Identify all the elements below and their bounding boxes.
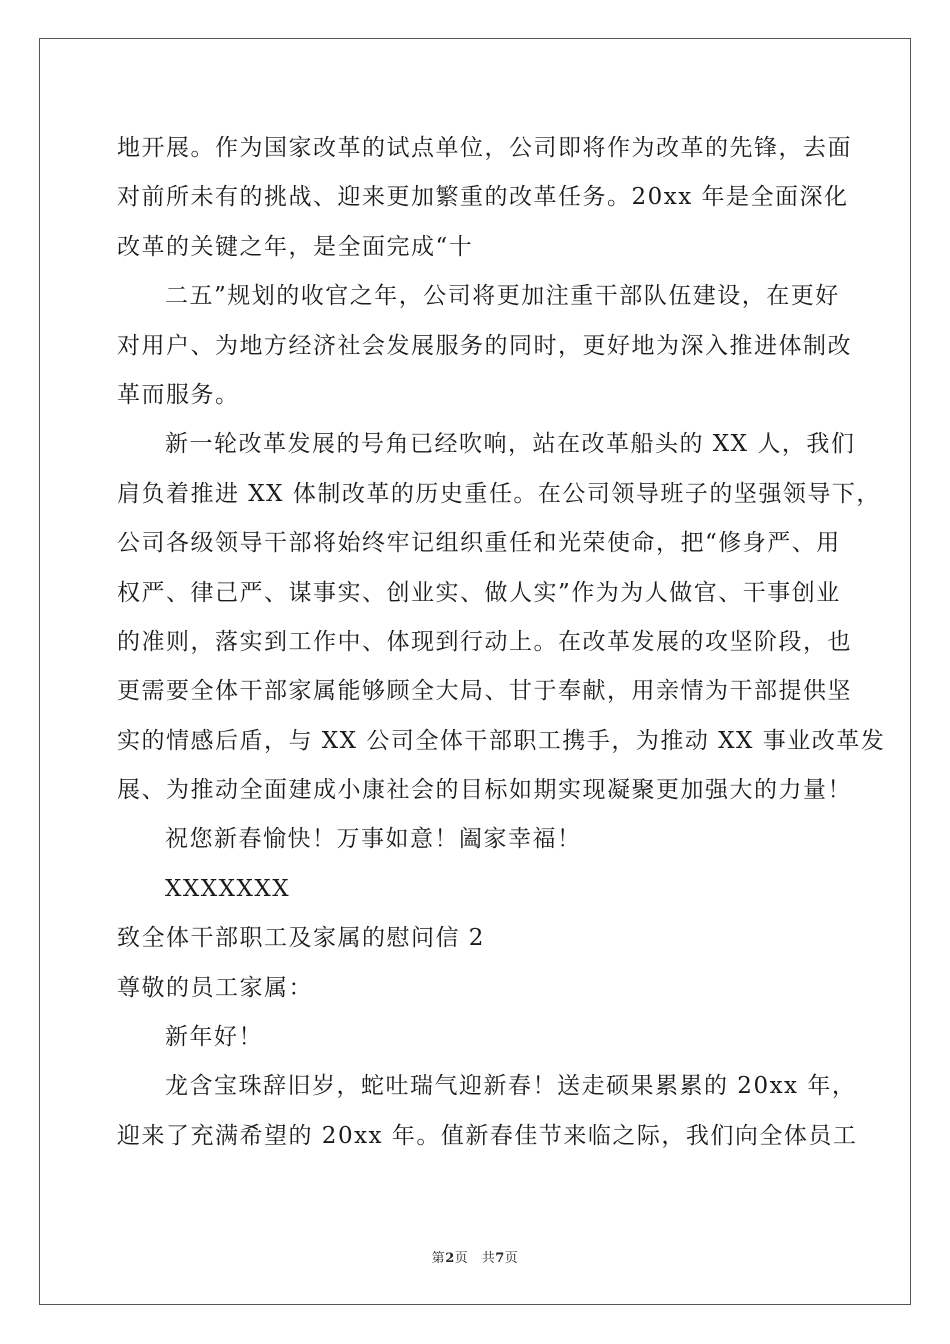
body-line: 改革的关键之年，是全面完成“十: [117, 233, 474, 260]
letter-title: 致全体干部职工及家属的慰问信 2: [117, 925, 485, 952]
salutation: 尊敬的员工家属：: [117, 974, 313, 1001]
body-line: 肩负着推进 XX 体制改革的历史重任。在公司领导班子的坚强领导下，: [117, 480, 881, 507]
footer-page-number: 2: [445, 1251, 455, 1266]
signature-line: XXXXXXX: [165, 875, 291, 902]
body-line: 的准则，落实到工作中、体现到行动上。在改革发展的攻坚阶段，也: [117, 628, 852, 655]
body-line: 更需要全体干部家属能够顾全大局、甘于奉献，用亲情为干部提供坚: [117, 678, 852, 705]
body-line: 实的情感后盾，与 XX 公司全体干部职工携手，为推动 XX 事业改革发: [117, 727, 886, 754]
body-line: 地开展。作为国家改革的试点单位，公司即将作为改革的先锋，去面: [117, 135, 852, 161]
body-line: 展、为推动全面建成小康社会的目标如期实现凝聚更加强大的力量！: [117, 777, 852, 804]
body-line: 权严、律己严、谋事实、创业实、做人实”作为为人做官、干事创业: [117, 579, 841, 606]
footer-mid: 页 共: [454, 1251, 496, 1266]
body-line: 对用户、为地方经济社会发展服务的同时，更好地为深入推进体制改: [117, 332, 852, 359]
page-footer: [0, 1247, 950, 1266]
body-line: 新年好！: [165, 1024, 263, 1051]
footer-suffix: 页: [504, 1251, 519, 1266]
body-line: 新一轮改革发展的号角已经吹响，站在改革船头的 XX 人，我们: [165, 431, 856, 458]
document-body: [117, 124, 886, 1161]
footer-total-pages: 7: [495, 1251, 505, 1266]
body-line: 公司各级领导干部将始终牢记组织重任和光荣使命，把“修身严、用: [117, 530, 841, 557]
body-line: 革而服务。: [117, 381, 240, 408]
body-line: 对前所未有的挑战、迎来更加繁重的改革任务。20xx 年是全面深化: [117, 184, 849, 211]
footer-prefix: 第: [431, 1251, 446, 1266]
body-line: 迎来了充满希望的 20xx 年。值新春佳节来临之际，我们向全体员工: [117, 1122, 858, 1149]
body-line: 二五”规划的收官之年，公司将更加注重干部队伍建设，在更好: [165, 283, 840, 310]
greeting-line: 祝您新春愉快！万事如意！阖家幸福！: [165, 826, 582, 853]
body-line: 龙含宝珠辞旧岁，蛇吐瑞气迎新春！送走硕果累累的 20xx 年，: [165, 1073, 857, 1100]
